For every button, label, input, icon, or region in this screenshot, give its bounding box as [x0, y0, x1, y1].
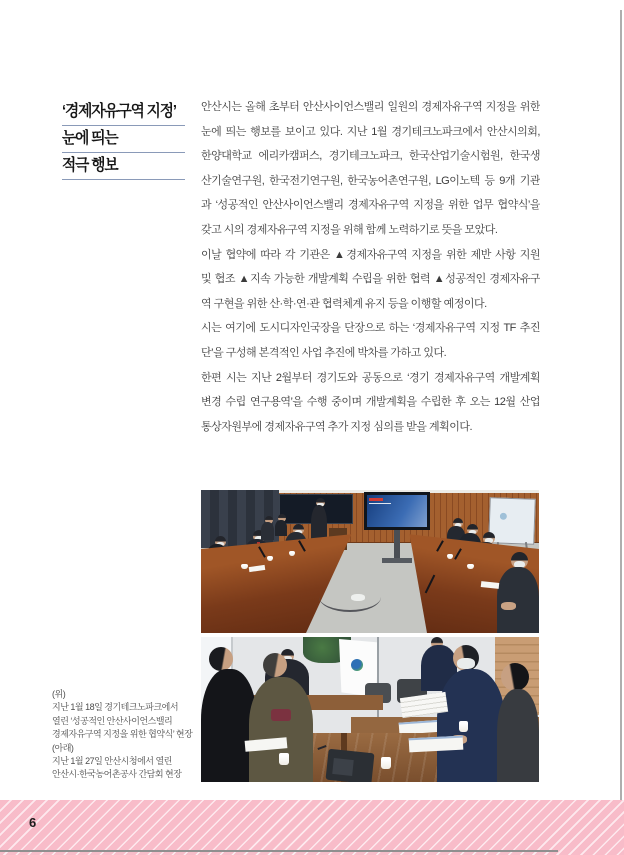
- photo1-floor-cable: [319, 582, 381, 612]
- caption-line: (위): [52, 689, 66, 699]
- headline-line: [62, 99, 185, 126]
- photo1-foreground-speaker: [497, 567, 539, 633]
- article-line: 갖고 시의 경제자유구역 지정을 위해 함께 노력하기로 뜻을 모았다.: [201, 223, 498, 236]
- article-line: 변경 수립 연구용역’을 수행 중이며 개발계획을 수립한 후 오는 12월 산업: [201, 396, 540, 409]
- article-line: 통상자원부에 경제자유구역 추가 지정 심의를 받을 계획이다.: [201, 420, 473, 433]
- caption-line: 안산시·한국농어촌공사 간담회 현장: [52, 769, 182, 780]
- article-line: 역 구현을 위한 산·학·연·관 협력체계 유지 등을 이행할 예정이다.: [201, 297, 487, 310]
- caption-line: 지난 1월 18일 경기테크노파크에서: [52, 702, 179, 713]
- photo2-right-man-head: [453, 645, 479, 671]
- photo1-display-base: [382, 558, 412, 563]
- photo2-flag-emblem: [351, 659, 363, 671]
- headline-line: [62, 126, 185, 153]
- photo2-cup: [381, 757, 391, 769]
- article-line: 한편 시는 지난 2월부터 경기도와 공동으로 ‘경기 경제자유구역 개발계획: [201, 371, 540, 384]
- article-line: 안산시는 올해 초부터 안산사이언스밸리 일원의 경제자유구역 지정을 위한: [201, 101, 540, 113]
- headline-line: [62, 153, 185, 180]
- page-number: 6: [29, 815, 37, 830]
- photo2-paper: [409, 736, 464, 753]
- photo1-display-stand: [394, 530, 400, 560]
- photo2-scarf: [271, 709, 291, 721]
- caption-line: 열린 ‘성공적인 안산사이언스밸리: [52, 715, 173, 726]
- photo1-map-board: [488, 497, 536, 545]
- photo2-far-right-man-head: [501, 663, 529, 691]
- article-line: 과 ‘성공적인 안산사이언스밸리 경제자유구역 지정을 위한 업무 협약식’을: [201, 199, 540, 212]
- photo2-olive-man-head: [263, 653, 287, 677]
- footer-stripe-band: [0, 800, 624, 855]
- photo2-cup: [279, 753, 289, 765]
- photo-captions: [52, 688, 212, 782]
- headline-text: ‘경제자유구역 지정’: [62, 103, 176, 120]
- photo-mou-ceremony: [201, 490, 539, 633]
- headline-text: 눈에 띄는: [62, 130, 118, 147]
- page-right-border: [620, 10, 622, 800]
- caption-line: (아래): [52, 742, 74, 753]
- article-line: 시는 여기에 도시디자인국장을 단장으로 하는 ‘경제자유구역 지정 TF 추진: [201, 322, 540, 335]
- article-line: 및 협조 ▲지속 가능한 개발계획 수립을 위한 협력 ▲성공적인 경제자유구: [201, 273, 540, 286]
- photo2-right-man: [437, 669, 505, 782]
- photo1-attendee: [261, 522, 274, 540]
- headline-block: [62, 99, 185, 180]
- article-line: 눈에 띄는 행보를 보이고 있다. 지난 1월 경기테크노파크에서 안산시의회,: [201, 125, 540, 138]
- photo2-phone-keys: [332, 758, 354, 776]
- article-line: 한양대학교 에리카캠퍼스, 경기테크노파크, 한국산업기술시험원, 한국생: [201, 150, 540, 163]
- headline-text: 적극 행보: [62, 157, 118, 174]
- photo1-cup: [467, 564, 474, 569]
- page-bottom-line: [0, 850, 558, 852]
- photo1-slide-title-bar: [369, 498, 383, 501]
- photo1-attendee: [275, 520, 287, 536]
- photo2-olive-man: [249, 677, 313, 782]
- photo2-left-man-head: [209, 647, 233, 671]
- photo1-tissue: [351, 594, 365, 601]
- caption-line: 지난 1월 27일 안산시청에서 열린: [52, 755, 172, 766]
- photo2-far-right-man: [497, 689, 539, 782]
- article-body: [201, 95, 540, 439]
- article-line: 단’을 구성해 본격적인 사업 추진에 박차를 가하고 있다.: [201, 346, 447, 359]
- photo2-cup: [459, 721, 468, 732]
- article-line: 이날 협약에 따라 각 기관은 ▲경제자유구역 지정을 위한 제반 사항 지원: [201, 248, 540, 261]
- article-line: 산기술연구원, 한국전기연구원, 한국농어촌연구원, LG이노텍 등 9개 기관: [201, 174, 540, 187]
- photo1-slide-text-line: [369, 503, 391, 504]
- photo-roundtable-meeting: [201, 637, 539, 782]
- photo1-cup: [241, 564, 248, 569]
- photo1-speaker-hands: [501, 602, 516, 610]
- caption-line: 경제자유구역 지정을 위한 협약식’ 현장: [52, 729, 193, 740]
